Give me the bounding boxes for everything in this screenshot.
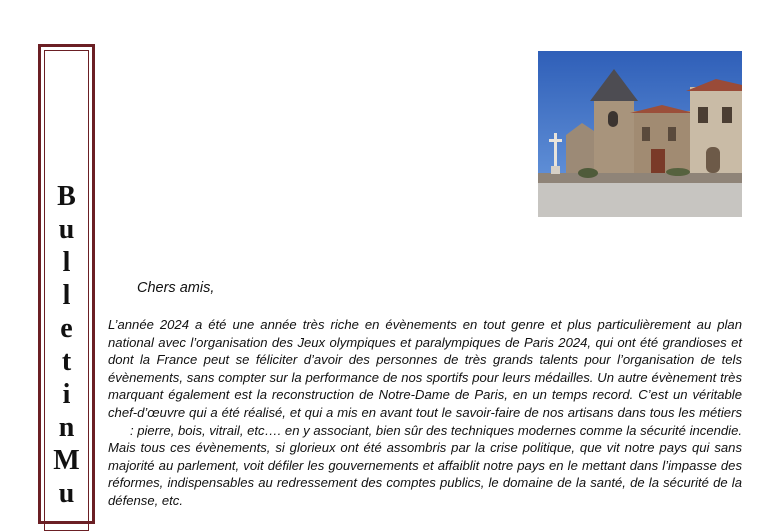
banner-letter: u xyxy=(58,478,75,509)
bulletin-banner-title xyxy=(41,180,92,510)
banner-letter: M xyxy=(53,445,80,476)
letter-body xyxy=(108,316,742,510)
banner-letter: i xyxy=(62,379,71,410)
banner-letter: u xyxy=(58,214,75,245)
banner-letter: l xyxy=(62,280,71,311)
letter-paragraph-1: L’année 2024 a été une année très riche en évènements en tout genre et plus particulièrement au plan national avec l’organisation des Jeux olympiques et paralympiques de Paris 2024, qui ont été grandioses et dont la France peut se féliciter d’avoir des personnes de très grands talents pour l’organisation de tels évènements, sans compter sur la performance de nos sportifs pour leurs médailles. Un autre évènement très marquant également est la reconstruction de Notre-Dame de Paris, en un temps record. C’est un véritable chef-d’œuvre qui a été réalisé, et qui a mis en avant tout le savoir-faire de nos artisans dans tous les métiers : pierre, bois, vitrail, etc…. en y associant, bien sûr des techniques modernes comme la sécurité incendie. xyxy=(108,317,742,438)
church-photo xyxy=(538,51,742,217)
banner-letter: e xyxy=(60,313,73,344)
letter-greeting: Chers amis, xyxy=(137,280,215,296)
banner-letter: l xyxy=(62,247,71,278)
bulletin-banner-frame xyxy=(38,44,95,524)
banner-letter: n xyxy=(58,412,75,443)
letter-paragraph-2: Mais tous ces évènements, si glorieux ont été assombris par la crise politique, que vit notre pays qui sans majorité au parlement, voit défiler les gouvernements et affaiblit notre pays en le mettant dans l’impasse des réformes, indispensables au redressement des comptes publics, le domaine de la santé, de la sécurité de la défense, etc. xyxy=(108,440,742,508)
banner-letter: B xyxy=(57,181,76,212)
banner-letter: t xyxy=(61,346,72,377)
